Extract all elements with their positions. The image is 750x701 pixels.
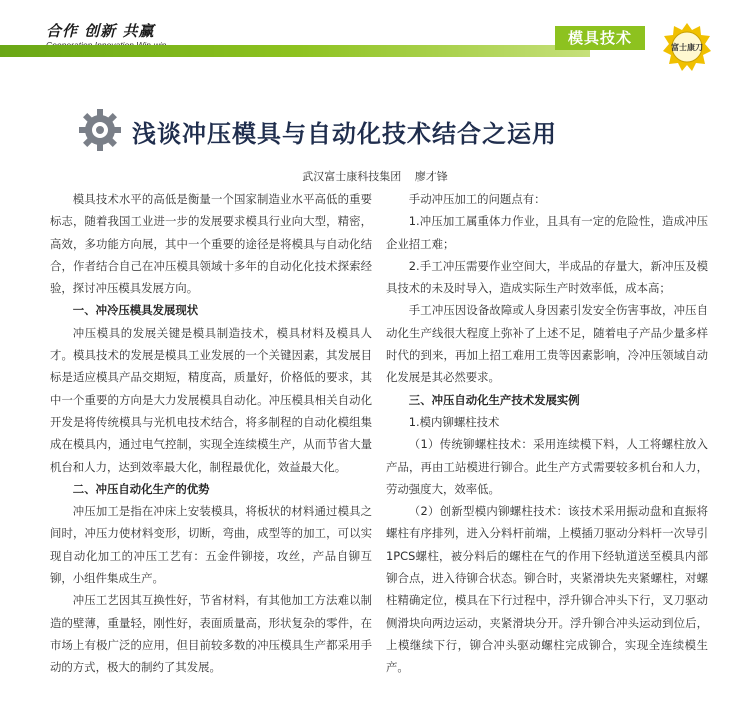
left-column — [50, 188, 372, 679]
body-paragraph: （1）传统铆螺柱技术：采用连续模下料，人工将螺柱放入产品，再由工站模进行铆合。此生产方式需要较多机台和人力，劳动强度大，效率低。 — [386, 437, 708, 496]
badge-text: 富士康刀 — [671, 43, 703, 52]
author-line — [0, 168, 750, 184]
section-heading: 二、冲压自动化生产的优势 — [72, 481, 210, 496]
body-paragraph: 冲压加工是指在冲床上安装模具，将板状的材料通过模具之间时，冲压力使材料变形，切断，弯曲，成型等的加工，可以实现自动化加工的冲压工艺有：五金件铆接，攻丝，产品自铆互铆，小组件集成生产。 — [50, 504, 372, 586]
body-paragraph: 冲压工艺因其互换性好，节省材料，有其他加工方法难以制造的壁薄，重量轻，刚性好，表面质量高，形状复杂的零件，在市场上有极广泛的应用，但目前较多数的冲压模具生产都采用手动的方式，极大的制约了其发展。 — [50, 593, 372, 675]
author-name: 廖才锋 — [414, 170, 448, 183]
body-paragraph: 手动冲压加工的问题点有： — [408, 192, 546, 206]
body-paragraph: 2.手工冲压需要作业空间大，半成品的存量大，新冲压及模具技术的未及时导入，造成实际生产时效率低，成本高； — [386, 258, 708, 296]
body-paragraph: 模具技术水平的高低是衡量一个国家制造业水平高低的重要标志，随着我国工业进一步的发展要求模具行业向大型，精密，高效，多功能方向展，其中一个重要的途径是将模具与自动化结合，作者结合自己在冲压模具领域十多年的自动化化技术探索经验，探讨冲压模具发展方向。 — [50, 192, 372, 296]
foxconn-knife-badge-icon — [662, 22, 712, 72]
title-block — [78, 106, 678, 156]
body-paragraph: （2）创新型模内铆螺柱技术：该技术采用振动盘和直振将螺柱有序排列，进入分料杆前端，上模插刀驱动分料杆一次导引1PCS螺柱，被分料后的螺柱在气的作用下经轨道送至模具内部铆合点，进入待铆合状态。铆合时，夹紧滑块先夹紧螺柱，对螺柱精确定位，模具在下行过程中，浮升铆合冲头下行，叉刀驱动侧滑块向两边运动，夹紧滑块分开。浮升铆合冲头运动到位后，上模继续下行，铆合冲头驱动螺柱完成铆合，实现全连续模生产。 — [386, 504, 708, 675]
right-column — [386, 188, 708, 679]
section-heading: 三、冲压自动化生产技术发展实例 — [408, 392, 580, 407]
body-paragraph: 手工冲压因设备故障或人身因素引发安全伤害事故，冲压自动化生产线很大程度上弥补了上述不足，随着电子产品少量多样时代的到来，再加上招工难用工贵等因素影响，冷冲压领域自动化发展是其必然要求。 — [386, 303, 708, 385]
body-paragraph: 冲压模具的发展关键是模具制造技术，模具材料及模具人才。模具技术的发展是模具工业发展的一个关键因素，其发展目标是适应模具产品交期短，精度高，质量好，价格低的要求，其中一个重要的方向是大力发展模具自动化。冲压模具相关自动化开发是将传统模具与光机电技术结合，将多制程的自动化模组集成在模具内，通过电气控制，实现全连续模生产，从而节省大量机台和人力，达到效率最大化，制程最优化，效益最大化。 — [50, 325, 372, 474]
author-org: 武汉富士康科技集团 — [302, 170, 402, 183]
body-paragraph: 1.冲压加工属重体力作业，且具有一定的危险性，造成冲压企业招工难； — [386, 214, 708, 251]
motto-text: 合作 创新 共赢 — [46, 22, 155, 40]
gear-icon — [78, 108, 122, 152]
header-stripe — [0, 45, 590, 57]
body-paragraph: 1.模内铆螺柱技术 — [408, 414, 500, 429]
article-title: 浅谈冲压模具与自动化技术结合之运用 — [132, 120, 557, 148]
section-heading: 一、冲冷压模具发展现状 — [72, 303, 199, 318]
page-header — [0, 0, 750, 80]
section-tag: 模具技术 — [555, 26, 645, 50]
